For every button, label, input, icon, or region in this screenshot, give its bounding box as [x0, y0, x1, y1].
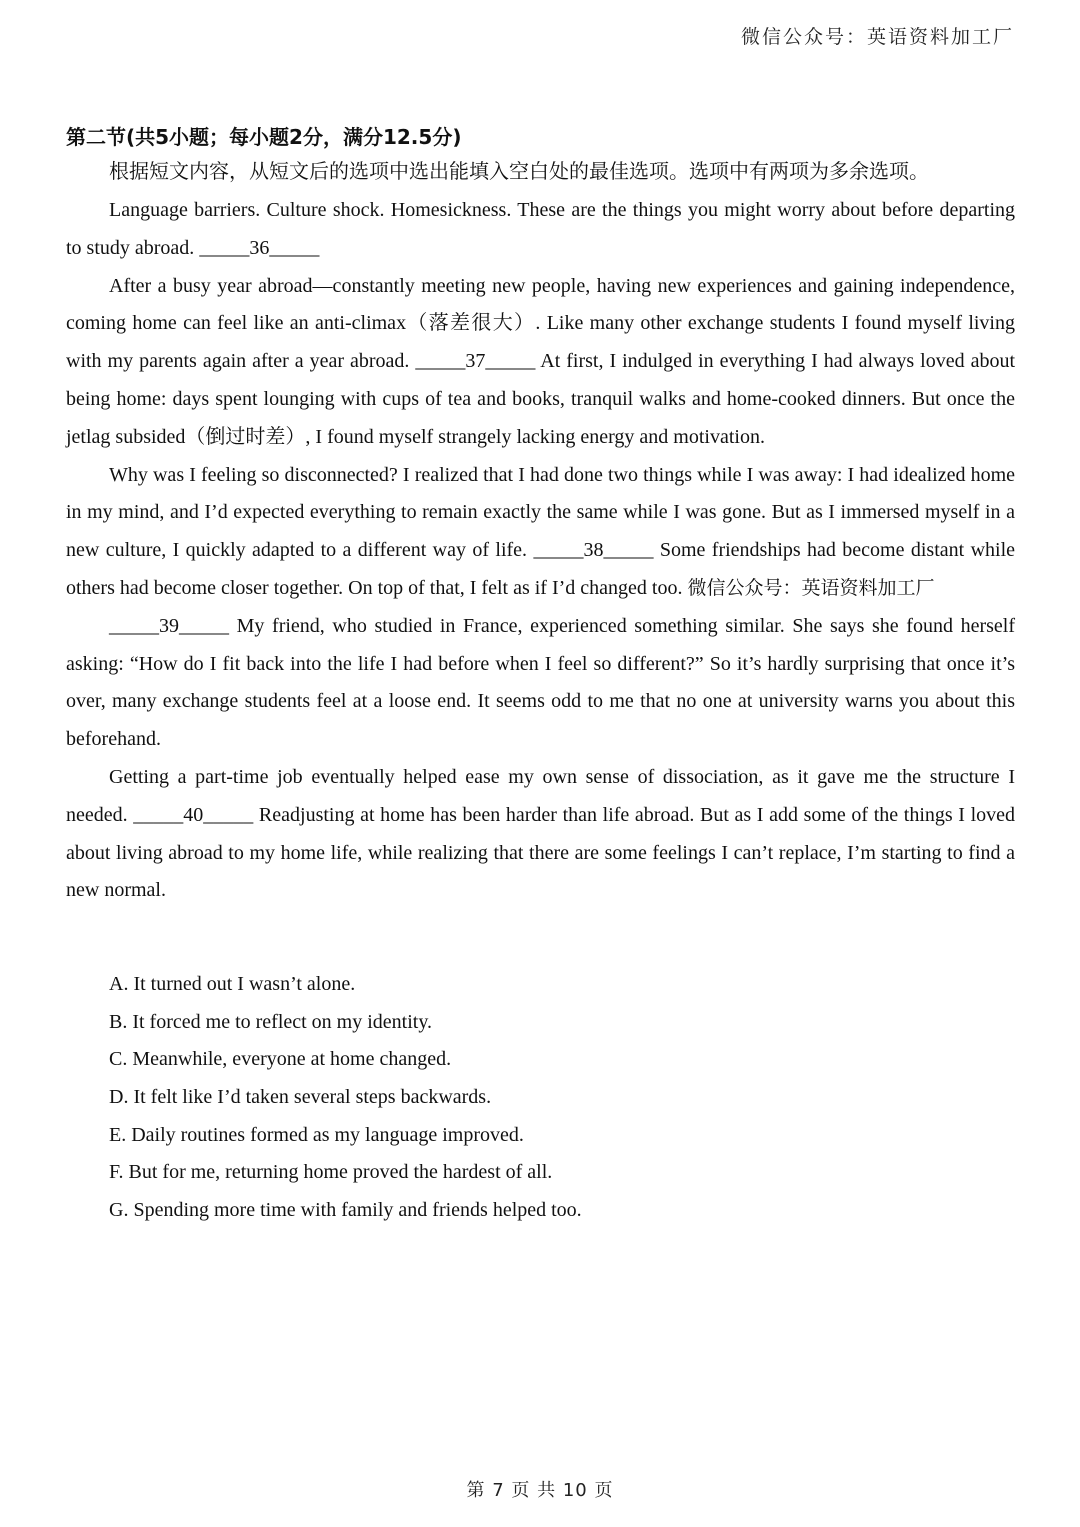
page-content: [66, 122, 1015, 1229]
option-c: C. Meanwhile, everyone at home changed.: [109, 1048, 452, 1071]
paragraph-text: Some friendships had become distant while others had become closer together. On top of that, I felt as if I’d changed too.: [66, 539, 1016, 599]
paragraph-text: Language barriers. Culture shock. Homesickness. These are the things you might worry about before departing to study abroad.: [66, 199, 1015, 259]
option-d: D. It felt like I’d taken several steps backwards.: [109, 1085, 492, 1108]
paragraph-text: Getting a part-time job eventually helped ease my own sense of dissociation, as it gave me the structure I needed.: [66, 765, 1015, 826]
passage-paragraph-4: [66, 608, 1015, 759]
blank-40: _____40_____: [133, 803, 254, 826]
inline-watermark: 微信公众号：英语资料加工厂: [687, 576, 935, 599]
page-number: 第 7 页 共 10 页: [466, 1480, 614, 1501]
header-watermark: 微信公众号：英语资料加工厂: [740, 26, 1014, 48]
blank-38: _____38_____: [533, 539, 654, 562]
options-list: [66, 966, 1015, 1229]
option-e: E. Daily routines formed as my language improved.: [109, 1123, 524, 1146]
blank-39: _____39_____: [109, 614, 229, 637]
section-instruction: 根据短文内容，从短文后的选项中选出能填入空白处的最佳选项。选项中有两项为多余选项。: [109, 159, 929, 183]
option-b: B. It forced me to reflect on my identity.: [109, 1010, 433, 1033]
paragraph-text: My friend, who studied in France, experienced something similar. She says she found herself asking: “How do I fit back into the life I had before when I feel so different?” So it’s hardly surprising that once it’s over, many exchange students feel at a loose end. It seems odd to me that no one at university warns you about this beforehand.: [66, 614, 1015, 751]
section-title: 第二节(共5小题；每小题2分，满分12.5分): [66, 125, 462, 149]
paragraph-text: Why was I feeling so disconnected? I realized that I had done two things while I was away: I had idealized home in my mind, and I’d expected everything to remain exactly the same while I was gone. But as I immersed myself in a new culture, I quickly adapted to a different way of life.: [66, 463, 1015, 562]
option-f: F. But for me, returning home proved the hardest of all.: [109, 1161, 553, 1184]
blank-36: _____36_____: [199, 236, 320, 259]
paragraph-text: At first, I indulged in everything I had always loved about being home: days spent lounging with cups of tea and books, tranquil walks and home-cooked dinners. But once the jetlag subsided（倒过时差）, I found myself strangely lacking energy and motivation.: [66, 350, 1016, 448]
option-a: A. It turned out I wasn’t alone.: [109, 973, 356, 996]
paragraph-text: After a busy year abroad—constantly meeting new people, having new experiences and gaining independence, coming home can feel like an anti-climax（落差很大）. Like many other exchange students I found myself living with my parents again after a year abroad.: [66, 274, 1015, 373]
passage-paragraph-2: [66, 268, 1015, 457]
passage-paragraph-5: [66, 759, 1015, 910]
paragraph-text: Readjusting at home has been harder than life abroad. But as I add some of the things I loved about living abroad to my home life, while realizing that there are some feelings I can’t replace, I’m starting to find a new normal.: [66, 803, 1016, 902]
passage-paragraph-1: [66, 192, 1015, 268]
option-g: G. Spending more time with family and friends helped too.: [109, 1198, 582, 1221]
passage-paragraph-3: [66, 457, 1015, 608]
blank-37: _____37_____: [415, 350, 536, 373]
